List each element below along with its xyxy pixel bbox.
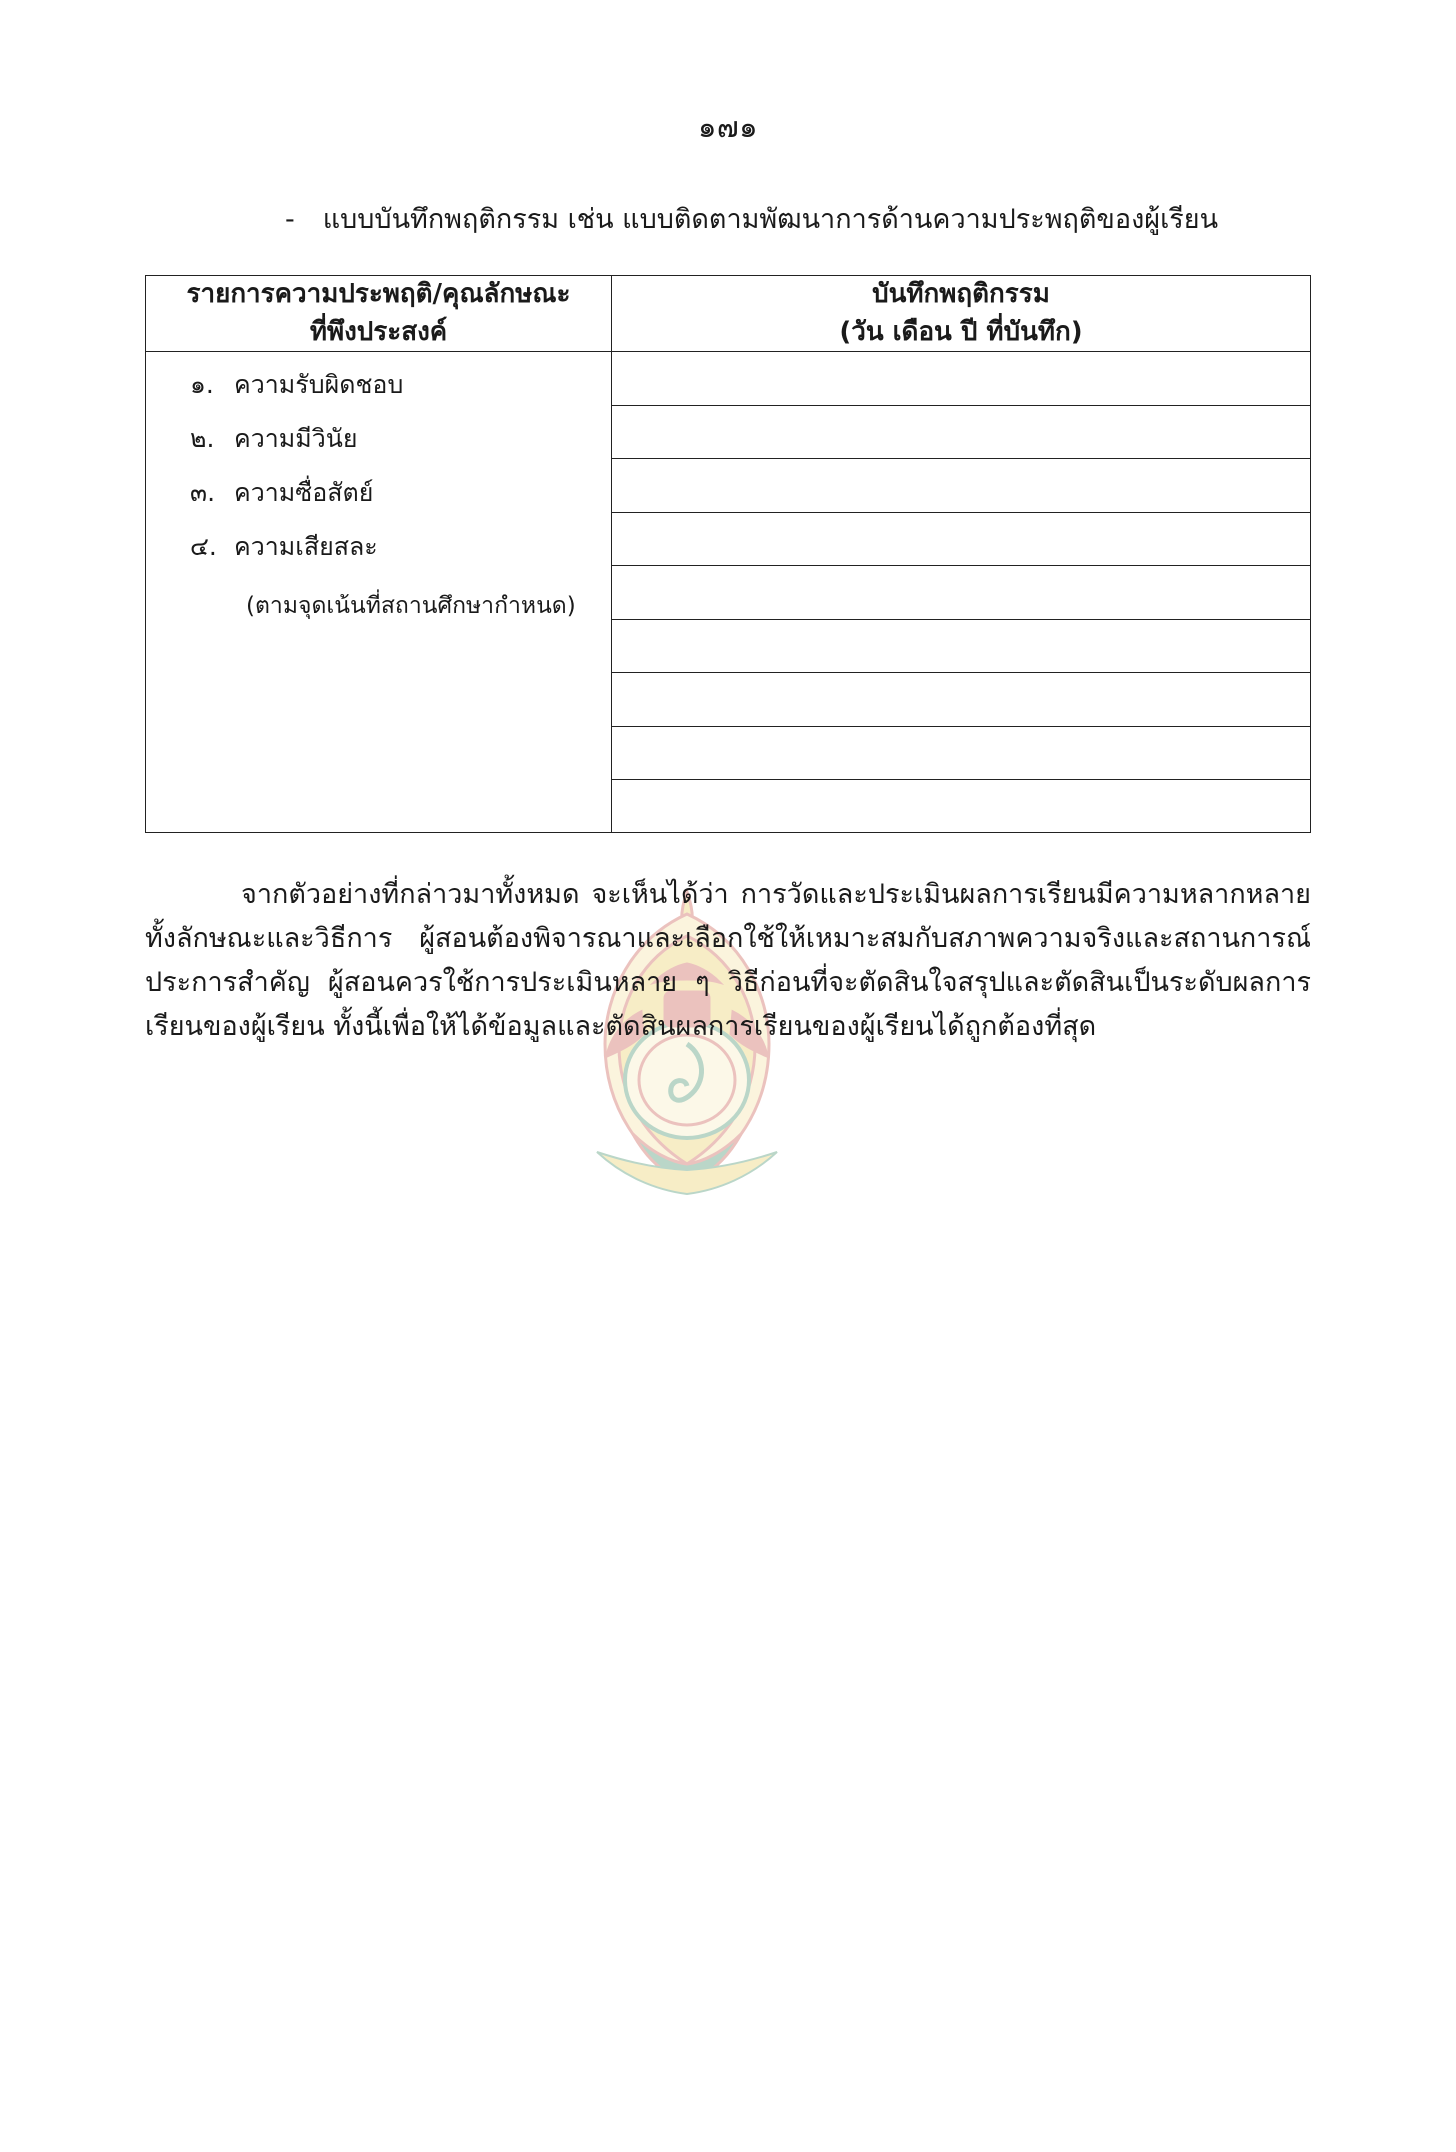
criteria-number: ๑. (190, 370, 214, 400)
criteria-number: ๓. (190, 478, 216, 508)
criteria-label: ความซื่อสัตย์ (234, 478, 374, 508)
bullet-label: แบบบันทึกพฤติกรรม เช่น แบบติดตามพัฒนาการด้านความประพฤติของผู้เรียน (322, 204, 1219, 235)
header-record-line2: (วัน เดือน ปี ที่บันทึก) (839, 316, 1083, 347)
header-cell-record (612, 276, 1311, 352)
header-cell-criteria (146, 276, 612, 352)
record-lines-area (612, 352, 1310, 832)
record-line[interactable] (612, 352, 1310, 405)
table-header-row (146, 276, 1311, 352)
record-line[interactable] (612, 620, 1310, 673)
closing-paragraph (145, 873, 1311, 1048)
criteria-note: (ตามจุดเน้นที่สถานศึกษากำหนด) (246, 593, 576, 620)
header-criteria-line2: ที่พึงประสงค์ (309, 316, 448, 347)
header-criteria-line1: รายการความประพฤติ/คุณลักษณะ (186, 279, 571, 310)
list-item (146, 532, 611, 586)
list-item (146, 424, 611, 478)
criteria-label: ความเสียสละ (234, 532, 378, 562)
record-line[interactable] (612, 566, 1310, 619)
list-item (146, 370, 611, 424)
record-line[interactable] (612, 406, 1310, 459)
criteria-label: ความรับผิดชอบ (234, 370, 404, 400)
criteria-number: ๔. (190, 532, 217, 562)
document-page (0, 104, 1456, 2152)
list-item (146, 478, 611, 532)
header-record-line1: บันทึกพฤติกรรม (872, 279, 1050, 310)
bullet-marker: - (285, 204, 295, 235)
criteria-list (146, 352, 611, 832)
record-line[interactable] (612, 780, 1310, 832)
criteria-cell (146, 352, 612, 833)
record-cell (612, 352, 1311, 833)
record-line[interactable] (612, 673, 1310, 726)
bullet-line (0, 202, 1456, 237)
paragraph-text: จากตัวอย่างที่กล่าวมาทั้งหมด จะเห็นได้ว่า การวัดและประเมินผลการเรียนมีความหลากหลายทั้งลักษณะและวิธีการ ผู้สอนต้องพิจารณาและเลือกใช้ให้เหมาะสมกับสภาพความจริงและสถานการณ์ ประการสำคัญ ผู้สอนควรใช้การประเมินหลาย ๆ วิธีก่อนที่จะตัดสินใจสรุปและตัดสินเป็นระดับผลการเรียนของผู้เรียน ทั้งนี้เพื่อให้ได้ข้อมูลและตัดสินผลการเรียนของผู้เรียนได้ถูกต้องที่สุด (145, 879, 1311, 1042)
record-rule-box (612, 352, 1310, 832)
behavior-record-table (145, 275, 1311, 833)
page-number: ๑๗๑ (697, 110, 759, 144)
criteria-label: ความมีวินัย (234, 424, 358, 454)
record-line[interactable] (612, 459, 1310, 512)
table-body-row (146, 352, 1311, 833)
behavior-record-table-wrapper (145, 275, 1311, 833)
criteria-number: ๒. (190, 424, 215, 454)
record-line[interactable] (612, 727, 1310, 780)
record-line[interactable] (612, 513, 1310, 566)
